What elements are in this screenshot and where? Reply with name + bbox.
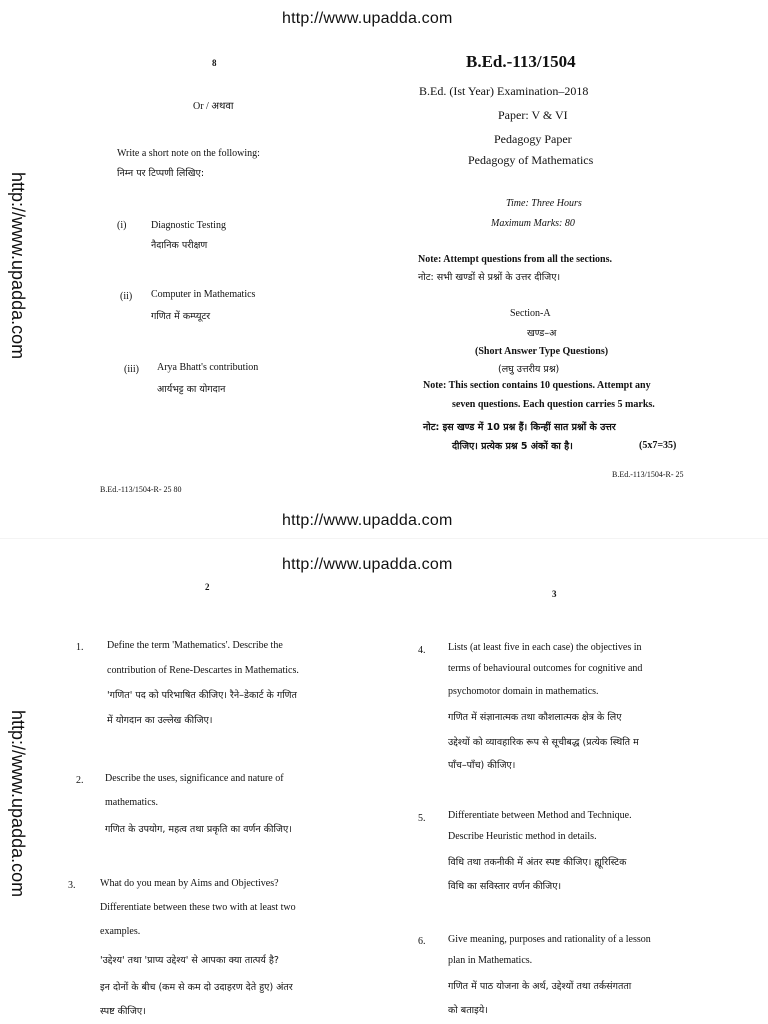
question-hindi-line: उद्देश्यों को व्यावहारिक रूप से सूचीबद्ध (प्रत्येक स्थिति म <box>448 737 639 748</box>
question-text-line: examples. <box>100 926 141 937</box>
question-number: 6. <box>418 936 426 947</box>
section-type-hindi: (लघु उत्तरीय प्रश्न) <box>498 364 560 375</box>
question-hindi-line: गणित में संज्ञानात्मक तथा कौशलात्मक क्षेत्र के लिए <box>448 712 622 723</box>
item-text: Computer in Mathematics <box>151 289 256 300</box>
section-note-line2: seven questions. Each question carries 5 marks. <box>452 399 655 410</box>
question-text-line: psychomotor domain in mathematics. <box>448 686 599 697</box>
item-text-hindi: आर्यभट्ट का योगदान <box>157 384 226 395</box>
question-hindi-line: गणित के उपयोग, महत्व तथा प्रकृति का वर्णन कीजिए। <box>105 824 292 835</box>
max-marks-label: Maximum Marks: 80 <box>491 218 575 229</box>
section-note-line1: Note: This section contains 10 questions. Attempt any <box>423 380 651 391</box>
question-hindi-line: इन दोनों के बीच (कम से कम दो उदाहरण देते हुए) अंतर <box>100 982 293 993</box>
watermark-url-side-2[interactable]: http://www.upadda.com <box>8 710 28 898</box>
question-text-line: Describe the uses, significance and nature of <box>105 773 284 784</box>
question-hindi-line: 'गणित' पद को परिभाषित कीजिए। रैने–डेकार्ट के गणित <box>107 690 297 701</box>
watermark-url-top[interactable]: http://www.upadda.com <box>282 10 453 27</box>
section-heading: Section-A <box>510 308 551 319</box>
question-text-line: plan in Mathematics. <box>448 955 533 966</box>
item-text-hindi: गणित में कम्प्यूटर <box>151 311 211 322</box>
question-text-line: contribution of Rene-Descartes in Mathematics. <box>107 665 299 676</box>
exam-title: B.Ed. (Ist Year) Examination–2018 <box>419 84 589 98</box>
question-text-line: terms of behavioural outcomes for cognitive and <box>448 663 643 674</box>
question-hindi-line: विधि का सविस्तार वर्णन कीजिए। <box>448 881 562 892</box>
question-hindi-line: को बताइये। <box>448 1005 488 1016</box>
watermark-url-side-1[interactable]: http://www.upadda.com <box>8 172 28 360</box>
question-hindi-line: 'उद्देश्य' तथा 'प्राप्य उद्देश्य' से आपका क्या तात्पर्य है? <box>100 955 279 966</box>
question-hindi-line: विधि तथा तकनीकी में अंतर स्पष्ट कीजिए। ह्यूरिस्टिक <box>448 857 627 868</box>
item-text-hindi: नैदानिक परीक्षण <box>151 240 208 251</box>
section-heading-hindi: खण्ड–अ <box>527 328 557 339</box>
question-hindi-line: स्पष्ट कीजिए। <box>100 1006 146 1017</box>
time-label: Time: Three Hours <box>506 198 582 209</box>
item-text: Diagnostic Testing <box>151 220 226 231</box>
question-number: 1. <box>76 642 84 653</box>
question-hindi-line: में योगदान का उल्लेख कीजिए। <box>107 715 213 726</box>
item-number: (ii) <box>120 291 133 302</box>
page-number-3: 3 <box>552 589 557 599</box>
question-text-line: Lists (at least five in each case) the objectives in <box>448 642 642 653</box>
paper-code: B.Ed.-113/1504 <box>466 52 576 71</box>
paper-number: Paper: V & VI <box>498 108 568 122</box>
question-text-line: Describe Heuristic method in details. <box>448 831 597 842</box>
question-hindi-line: गणित में पाठ योजना के अर्थ, उद्देश्यों तथा तर्कसंगतता <box>448 981 632 992</box>
item-text: Arya Bhatt's contribution <box>157 362 259 373</box>
subject-title: Pedagogy of Mathematics <box>468 153 594 167</box>
short-note-instruction-hindi: निम्न पर टिप्पणी लिखिए: <box>117 168 205 179</box>
footer-code-right: B.Ed.-113/1504-R- 25 <box>612 470 684 479</box>
section-note-hindi-line1: नोट: इस खण्ड में 10 प्रश्न हैं। किन्हीं सात प्रश्नों के उत्तर <box>423 422 616 433</box>
question-text-line: Define the term 'Mathematics'. Describe the <box>107 640 283 651</box>
question-text-line: Differentiate between these two with at least two <box>100 902 296 913</box>
question-text-line: Give meaning, purposes and rationality of a lesson <box>448 934 651 945</box>
watermark-url-mid-2[interactable]: http://www.upadda.com <box>282 556 453 573</box>
question-number: 5. <box>418 813 426 824</box>
page-number-2: 2 <box>205 582 210 592</box>
or-heading: Or / अथवा <box>193 101 234 112</box>
question-text-line: mathematics. <box>105 797 159 808</box>
item-number: (iii) <box>124 364 139 375</box>
question-number: 2. <box>76 775 84 786</box>
question-hindi-line: पाँच–पाँच) कीजिए। <box>448 760 516 771</box>
page-divider <box>0 538 768 539</box>
question-number: 4. <box>418 645 426 656</box>
question-text-line: What do you mean by Aims and Objectives? <box>100 878 279 889</box>
general-note-hindi: नोट: सभी खण्डों से प्रश्नों के उत्तर दीजिए। <box>418 272 561 283</box>
footer-code-left: B.Ed.-113/1504-R- 25 80 <box>100 485 182 494</box>
paper-title: Pedagogy Paper <box>494 132 572 146</box>
question-text-line: Differentiate between Method and Technique. <box>448 810 632 821</box>
watermark-url-mid-1[interactable]: http://www.upadda.com <box>282 512 453 529</box>
page-number-8: 8 <box>212 58 217 68</box>
section-note-hindi-line2: दीजिए। प्रत्येक प्रश्न 5 अंकों का है। <box>452 441 573 452</box>
question-number: 3. <box>68 880 76 891</box>
section-type: (Short Answer Type Questions) <box>475 346 609 357</box>
item-number: (i) <box>117 220 127 231</box>
general-note: Note: Attempt questions from all the sections. <box>418 254 612 265</box>
short-note-instruction: Write a short note on the following: <box>117 148 260 159</box>
marks-formula: (5x7=35) <box>639 440 677 451</box>
